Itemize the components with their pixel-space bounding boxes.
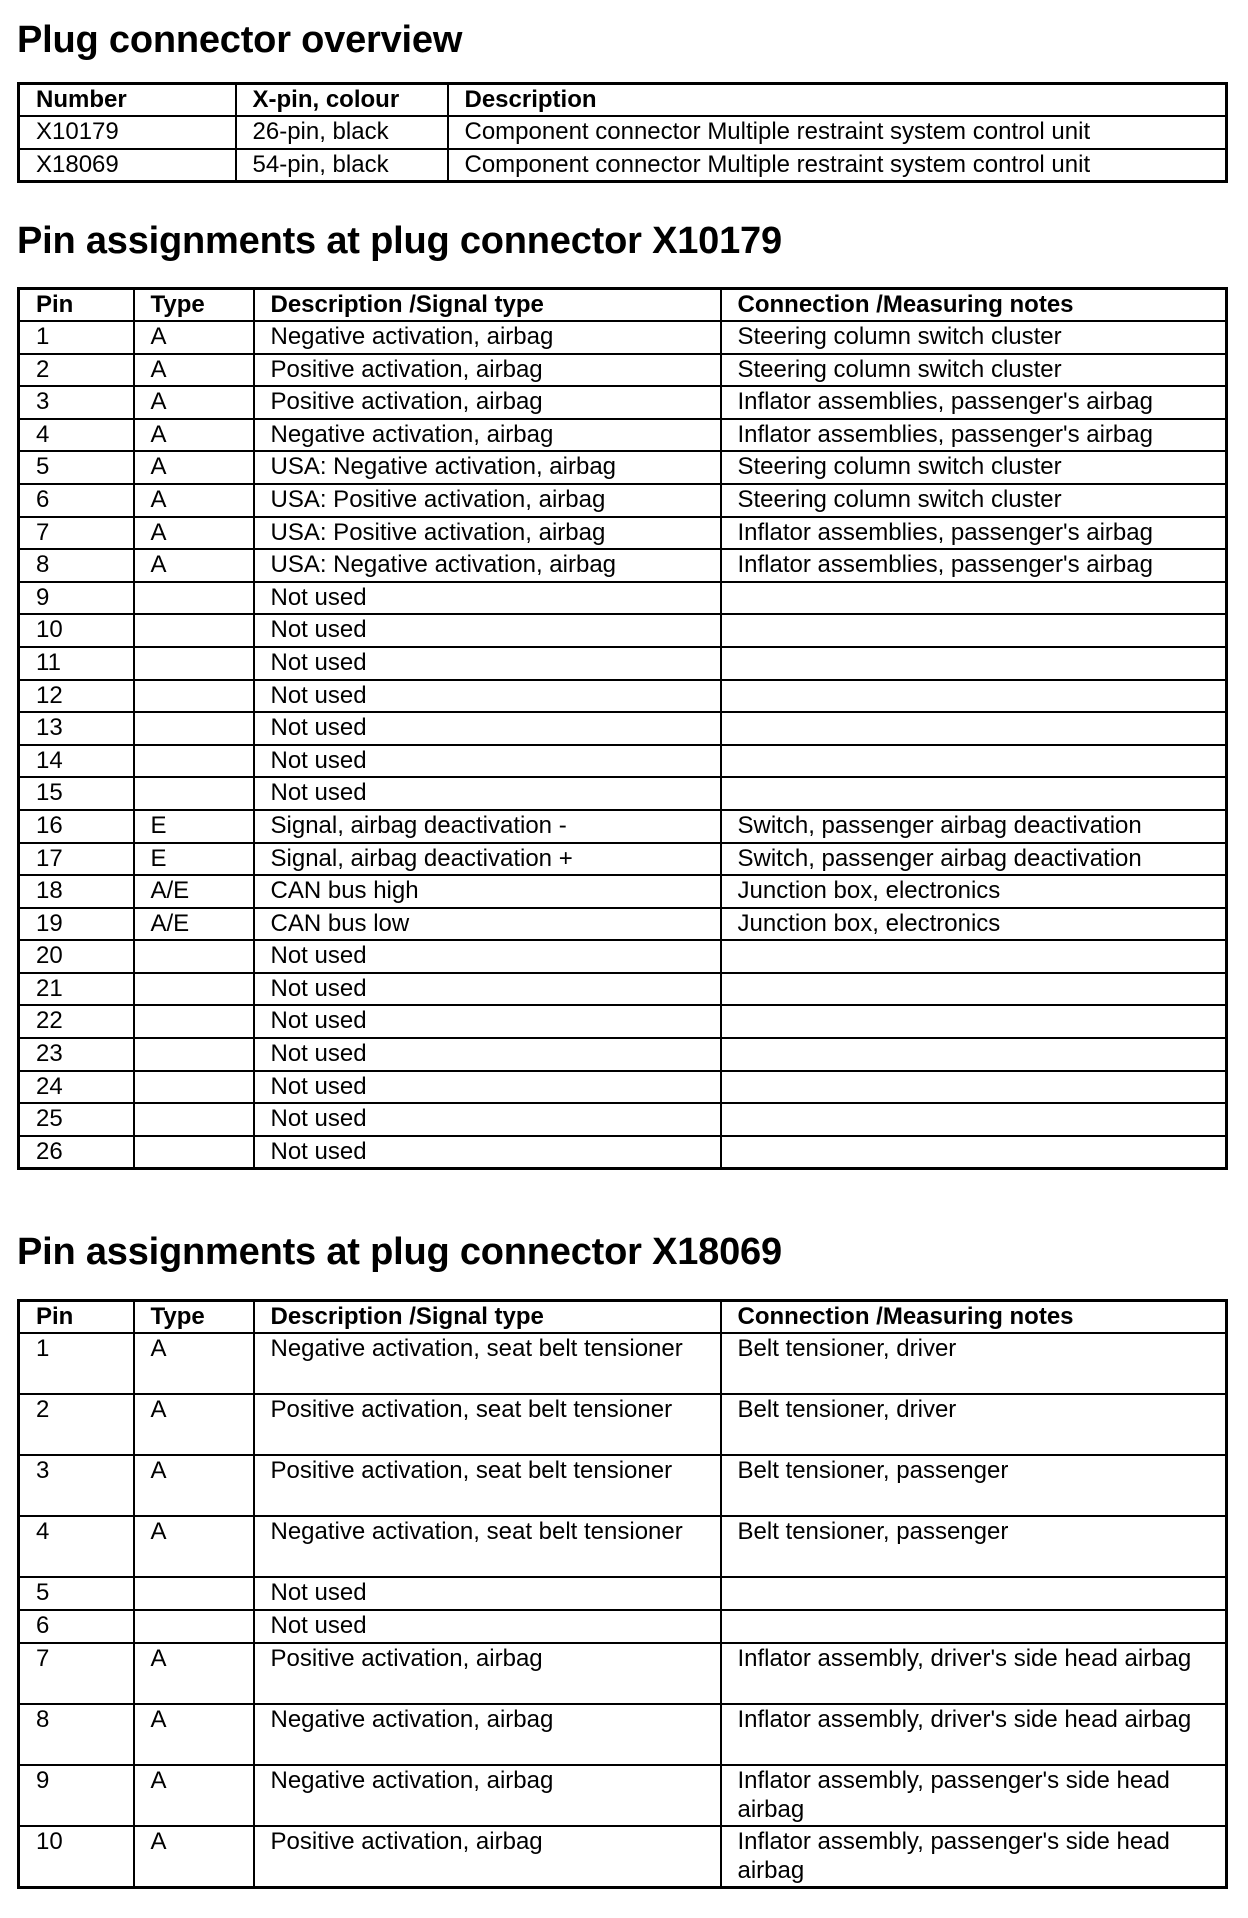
table-cell: 2 — [19, 1394, 134, 1455]
table-cell: X18069 — [19, 149, 236, 182]
table-cell — [721, 1005, 1227, 1038]
table-cell: Negative activation, seat belt tensioner — [254, 1333, 721, 1394]
table-cell: A — [134, 517, 254, 550]
table-row — [19, 1333, 1227, 1394]
table-row — [19, 1071, 1227, 1104]
table-cell: A/E — [134, 875, 254, 908]
overview-header-row — [19, 84, 1227, 117]
table-cell: 9 — [19, 582, 134, 615]
table-cell: Junction box, electronics — [721, 875, 1227, 908]
table-cell: Not used — [254, 647, 721, 680]
table-row — [19, 940, 1227, 973]
table-cell: Not used — [254, 1103, 721, 1136]
table-cell: Not used — [254, 1005, 721, 1038]
table-cell: 14 — [19, 745, 134, 778]
table-cell: 6 — [19, 1610, 134, 1643]
table-cell — [721, 777, 1227, 810]
table-cell: Inflator assembly, driver's side head airbag — [721, 1704, 1227, 1765]
table-cell: 1 — [19, 321, 134, 354]
table-row — [19, 680, 1227, 713]
table-cell: Negative activation, airbag — [254, 321, 721, 354]
table-cell: A — [134, 419, 254, 452]
table-row — [19, 1704, 1227, 1765]
table-cell: Not used — [254, 614, 721, 647]
table-cell: Steering column switch cluster — [721, 451, 1227, 484]
x10179-title: Pin assignments at plug connector X10179 — [17, 220, 782, 262]
table-cell: Positive activation, airbag — [254, 386, 721, 419]
table-cell: A — [134, 321, 254, 354]
table-cell: Inflator assembly, passenger's side head airbag — [721, 1765, 1227, 1826]
table-row — [19, 1005, 1227, 1038]
table-cell: CAN bus low — [254, 908, 721, 941]
table-cell: E — [134, 843, 254, 876]
table-cell: 3 — [19, 1455, 134, 1516]
table-cell: 5 — [19, 1577, 134, 1610]
x10179-header-row — [19, 289, 1227, 322]
table-row — [19, 354, 1227, 387]
table-cell — [721, 1038, 1227, 1071]
table-cell: A — [134, 1516, 254, 1577]
table-cell: Steering column switch cluster — [721, 354, 1227, 387]
overview-header-xpin: X-pin, colour — [236, 84, 448, 117]
x18069-header-pin: Pin — [19, 1301, 134, 1334]
table-cell — [134, 1577, 254, 1610]
table-cell: 26-pin, black — [236, 116, 448, 149]
table-row — [19, 810, 1227, 843]
table-cell: Belt tensioner, passenger — [721, 1516, 1227, 1577]
table-cell: 1 — [19, 1333, 134, 1394]
table-cell — [134, 582, 254, 615]
table-row — [19, 712, 1227, 745]
table-cell: 21 — [19, 973, 134, 1006]
table-cell: 12 — [19, 680, 134, 713]
table-cell: A/E — [134, 908, 254, 941]
table-cell: Not used — [254, 1610, 721, 1643]
table-row — [19, 549, 1227, 582]
x10179-header-description: Description /Signal type — [254, 289, 721, 322]
table-cell — [134, 1610, 254, 1643]
x10179-table-body — [19, 321, 1227, 1169]
table-cell — [134, 1103, 254, 1136]
table-cell — [721, 582, 1227, 615]
table-row — [19, 1516, 1227, 1577]
table-cell: 19 — [19, 908, 134, 941]
x10179-header-type: Type — [134, 289, 254, 322]
table-cell: Positive activation, airbag — [254, 1826, 721, 1888]
table-cell: Positive activation, airbag — [254, 1643, 721, 1704]
table-cell: Signal, airbag deactivation - — [254, 810, 721, 843]
table-cell — [721, 1103, 1227, 1136]
x18069-table-body — [19, 1333, 1227, 1888]
x18069-title: Pin assignments at plug connector X18069 — [17, 1231, 782, 1273]
table-row — [19, 1103, 1227, 1136]
table-cell: Belt tensioner, driver — [721, 1394, 1227, 1455]
table-cell: USA: Positive activation, airbag — [254, 484, 721, 517]
x10179-header-pin: Pin — [19, 289, 134, 322]
table-row — [19, 1455, 1227, 1516]
table-cell — [134, 745, 254, 778]
table-cell: 4 — [19, 419, 134, 452]
table-cell — [721, 1610, 1227, 1643]
table-row — [19, 1610, 1227, 1643]
table-cell: Negative activation, airbag — [254, 419, 721, 452]
table-row — [19, 116, 1227, 149]
table-cell — [134, 647, 254, 680]
table-cell: A — [134, 1394, 254, 1455]
overview-header-description: Description — [448, 84, 1227, 117]
table-cell — [721, 745, 1227, 778]
table-cell — [134, 1038, 254, 1071]
table-cell — [721, 973, 1227, 1006]
table-row — [19, 582, 1227, 615]
table-cell: USA: Negative activation, airbag — [254, 549, 721, 582]
table-cell — [721, 647, 1227, 680]
table-row — [19, 149, 1227, 182]
x18069-header-row — [19, 1301, 1227, 1334]
table-cell: A — [134, 386, 254, 419]
table-cell — [721, 1071, 1227, 1104]
x18069-header-type: Type — [134, 1301, 254, 1334]
table-cell: Not used — [254, 940, 721, 973]
table-cell: 7 — [19, 1643, 134, 1704]
table-cell: 20 — [19, 940, 134, 973]
table-cell: A — [134, 354, 254, 387]
table-cell: Not used — [254, 1577, 721, 1610]
table-cell: Not used — [254, 1071, 721, 1104]
x10179-table — [17, 287, 1228, 1170]
table-cell: A — [134, 549, 254, 582]
overview-header-number: Number — [19, 84, 236, 117]
table-cell: Steering column switch cluster — [721, 484, 1227, 517]
table-cell — [134, 680, 254, 713]
table-cell: Not used — [254, 1136, 721, 1169]
table-cell: Component connector Multiple restraint system control unit — [448, 116, 1227, 149]
table-cell: 8 — [19, 1704, 134, 1765]
table-row — [19, 614, 1227, 647]
table-cell: X10179 — [19, 116, 236, 149]
table-row — [19, 1136, 1227, 1169]
table-cell: 18 — [19, 875, 134, 908]
table-cell: A — [134, 1826, 254, 1888]
table-row — [19, 973, 1227, 1006]
table-cell — [134, 777, 254, 810]
table-cell: Negative activation, airbag — [254, 1765, 721, 1826]
table-cell: Signal, airbag deactivation + — [254, 843, 721, 876]
table-cell: Inflator assemblies, passenger's airbag — [721, 549, 1227, 582]
table-cell: 15 — [19, 777, 134, 810]
x18069-table — [17, 1299, 1228, 1889]
table-cell: 13 — [19, 712, 134, 745]
table-cell: Positive activation, seat belt tensioner — [254, 1455, 721, 1516]
table-cell — [134, 940, 254, 973]
table-cell: A — [134, 1643, 254, 1704]
table-cell: 25 — [19, 1103, 134, 1136]
x18069-header-description: Description /Signal type — [254, 1301, 721, 1334]
table-cell: A — [134, 451, 254, 484]
table-row — [19, 1643, 1227, 1704]
table-cell: 9 — [19, 1765, 134, 1826]
table-cell: Positive activation, airbag — [254, 354, 721, 387]
table-cell: Component connector Multiple restraint system control unit — [448, 149, 1227, 182]
table-cell — [721, 1577, 1227, 1610]
table-cell: Belt tensioner, passenger — [721, 1455, 1227, 1516]
table-row — [19, 647, 1227, 680]
table-cell: 10 — [19, 1826, 134, 1888]
table-cell: 24 — [19, 1071, 134, 1104]
table-cell — [721, 1136, 1227, 1169]
table-cell: Steering column switch cluster — [721, 321, 1227, 354]
table-row — [19, 875, 1227, 908]
table-cell: 11 — [19, 647, 134, 680]
table-cell: Not used — [254, 973, 721, 1006]
table-cell: E — [134, 810, 254, 843]
table-cell: USA: Positive activation, airbag — [254, 517, 721, 550]
table-cell — [721, 614, 1227, 647]
table-row — [19, 908, 1227, 941]
table-cell — [721, 940, 1227, 973]
table-row — [19, 321, 1227, 354]
table-cell — [134, 1071, 254, 1104]
table-cell: 3 — [19, 386, 134, 419]
table-row — [19, 386, 1227, 419]
x18069-header-connection: Connection /Measuring notes — [721, 1301, 1227, 1334]
table-cell: Switch, passenger airbag deactivation — [721, 843, 1227, 876]
table-cell: 16 — [19, 810, 134, 843]
table-cell: USA: Negative activation, airbag — [254, 451, 721, 484]
table-row — [19, 517, 1227, 550]
overview-title: Plug connector overview — [17, 19, 463, 61]
table-cell: A — [134, 1455, 254, 1516]
table-row — [19, 1765, 1227, 1826]
table-row — [19, 1826, 1227, 1888]
table-cell: 10 — [19, 614, 134, 647]
table-cell: Junction box, electronics — [721, 908, 1227, 941]
table-cell — [721, 712, 1227, 745]
table-cell: Inflator assembly, driver's side head airbag — [721, 1643, 1227, 1704]
table-cell: 2 — [19, 354, 134, 387]
table-cell: Inflator assemblies, passenger's airbag — [721, 419, 1227, 452]
table-cell — [134, 1136, 254, 1169]
table-cell: 7 — [19, 517, 134, 550]
table-cell: Not used — [254, 680, 721, 713]
table-cell — [721, 680, 1227, 713]
table-cell: Switch, passenger airbag deactivation — [721, 810, 1227, 843]
table-row — [19, 451, 1227, 484]
table-row — [19, 484, 1227, 517]
table-cell: A — [134, 1333, 254, 1394]
table-cell: Negative activation, airbag — [254, 1704, 721, 1765]
table-cell: 54-pin, black — [236, 149, 448, 182]
table-cell: 4 — [19, 1516, 134, 1577]
table-row — [19, 777, 1227, 810]
table-cell: 22 — [19, 1005, 134, 1038]
table-row — [19, 843, 1227, 876]
table-cell: Not used — [254, 745, 721, 778]
table-cell: 6 — [19, 484, 134, 517]
table-cell — [134, 614, 254, 647]
table-cell: A — [134, 1765, 254, 1826]
table-row — [19, 1577, 1227, 1610]
table-cell: Not used — [254, 712, 721, 745]
table-row — [19, 419, 1227, 452]
table-cell: 26 — [19, 1136, 134, 1169]
table-cell: Positive activation, seat belt tensioner — [254, 1394, 721, 1455]
table-cell — [134, 973, 254, 1006]
table-row — [19, 745, 1227, 778]
table-cell: Not used — [254, 777, 721, 810]
table-cell: Inflator assembly, passenger's side head airbag — [721, 1826, 1227, 1888]
table-cell — [134, 1005, 254, 1038]
table-cell: Not used — [254, 582, 721, 615]
table-cell: 8 — [19, 549, 134, 582]
table-cell: 23 — [19, 1038, 134, 1071]
table-cell: A — [134, 484, 254, 517]
table-cell: A — [134, 1704, 254, 1765]
table-cell — [134, 712, 254, 745]
table-cell: 17 — [19, 843, 134, 876]
x10179-header-connection: Connection /Measuring notes — [721, 289, 1227, 322]
table-row — [19, 1394, 1227, 1455]
table-cell: CAN bus high — [254, 875, 721, 908]
table-cell: 5 — [19, 451, 134, 484]
table-cell: Belt tensioner, driver — [721, 1333, 1227, 1394]
table-cell: Inflator assemblies, passenger's airbag — [721, 386, 1227, 419]
overview-table-body — [19, 116, 1227, 182]
table-cell: Negative activation, seat belt tensioner — [254, 1516, 721, 1577]
overview-table — [17, 82, 1228, 183]
table-row — [19, 1038, 1227, 1071]
table-cell: Inflator assemblies, passenger's airbag — [721, 517, 1227, 550]
table-cell: Not used — [254, 1038, 721, 1071]
